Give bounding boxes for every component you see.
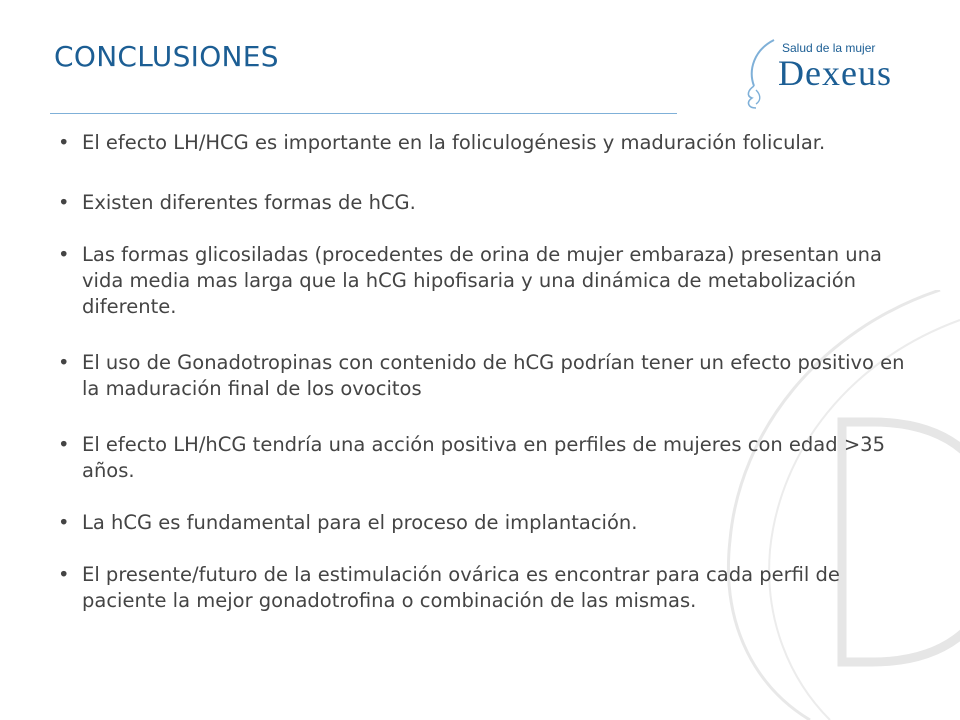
bullet-marker: • — [58, 511, 70, 534]
dexeus-logo — [740, 36, 930, 116]
bullet-marker: • — [58, 191, 70, 214]
bullet-marker: • — [58, 563, 70, 586]
bullet-text: La hCG es fundamental para el proceso de implantación. — [82, 511, 638, 534]
bullet-text: El efecto LH/hCG tendría una acción positiva en perfiles de mujeres con edad >35 años. — [82, 433, 885, 482]
bullet-text: El uso de Gonadotropinas con contenido de hCG podrían tener un efecto positivo en la maduración final de los ovocitos — [82, 351, 905, 400]
bullet-item — [58, 510, 918, 536]
bullet-text: Existen diferentes formas de hCG. — [82, 191, 416, 214]
bullet-marker: • — [58, 351, 70, 374]
slide-title: CONCLUSIONES — [54, 40, 279, 73]
bullet-text: El efecto LH/HCG es importante en la foliculogénesis y maduración folicular. — [82, 131, 826, 154]
bullet-text: El presente/futuro de la estimulación ovárica es encontrar para cada perfil de paciente la mejor gonadotrofina o combinación de las mismas. — [82, 563, 840, 612]
bullet-item — [58, 242, 918, 320]
bullet-item — [58, 130, 918, 156]
bullet-text: Las formas glicosiladas (procedentes de orina de mujer embaraza) presentan una vida media mas larga que la hCG hipofisaria y una dinámica de metabolización diferente. — [82, 243, 882, 318]
bullet-item — [58, 562, 918, 614]
logo-tagline: Salud de la mujer — [782, 41, 876, 55]
conclusions-list — [58, 130, 918, 614]
bullet-marker: • — [58, 131, 70, 154]
bullet-marker: • — [58, 433, 70, 456]
bullet-item — [58, 190, 918, 216]
logo-name: Dexeus — [778, 53, 892, 93]
bullet-marker: • — [58, 243, 70, 266]
bullet-item — [58, 350, 918, 402]
dexeus-logo-icon — [740, 36, 780, 116]
bullet-item — [58, 432, 918, 484]
title-underline — [50, 113, 677, 114]
